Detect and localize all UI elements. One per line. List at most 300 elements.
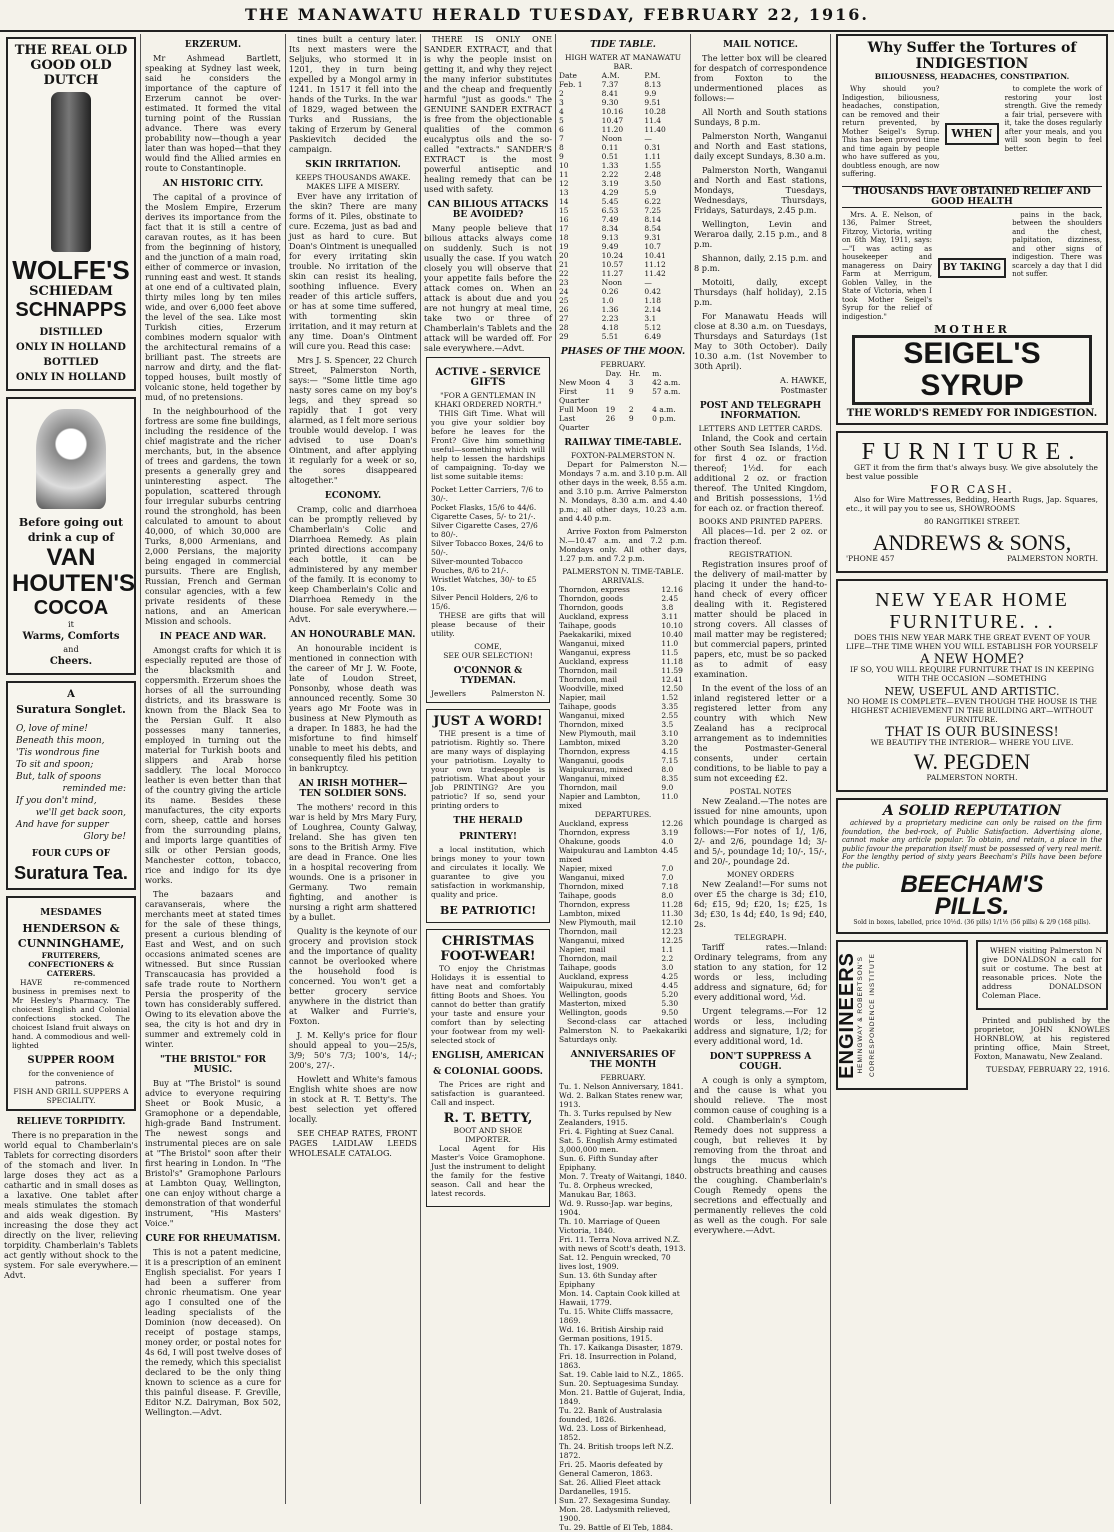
table-subtitle: DEPARTURES. bbox=[594, 810, 652, 819]
table-cell: 10.7 bbox=[644, 242, 662, 251]
list-item: Sat. 26. Allied Fleet attack Dardanelles, 1915. bbox=[559, 1478, 661, 1496]
table-row bbox=[559, 900, 687, 909]
table-cell: 25 bbox=[559, 296, 569, 305]
table-cell: Thorndon, express bbox=[559, 585, 630, 594]
seigel-ad bbox=[836, 34, 1108, 425]
woman-illustration-icon bbox=[36, 409, 106, 509]
table-cell: Waipukurau, mixed bbox=[559, 981, 633, 990]
engineers-ad bbox=[836, 940, 968, 1090]
table-row bbox=[559, 269, 687, 278]
verse-line: O, love of mine! bbox=[16, 724, 88, 734]
table-cell: Ohakune, goods bbox=[559, 837, 621, 846]
table-row bbox=[559, 1008, 687, 1017]
table-row bbox=[559, 188, 687, 197]
article-body: This is not a patent medicine, it is a prescription of an eminent English specialist. For years I had been a sufferer from chronic rheumatism. One year ago I consulted one of the leading specialists of the Dominion (now deceased). On receipt of postage stamps, money order, or postal notes for 4s 6d, I will post twelve doses of the remedy, which this specialist declared to be the only thing known to science as a cure for this painful disease. F. Greville, Editor N.Z. Dairyman, Box 502, Wellington.—Advt. bbox=[145, 1247, 281, 1417]
article-body: The mothers' record in this war is held by Mrs Mary Fury, of Loughrea, County Galway, Ireland. She has given ten sons to the British Army. Five are dead in France. One lies in a hospital recovering from wounds. One is a prisoner in Germany. Two remain fighting, and another is nursing a right arm shattered by a bullet. bbox=[289, 802, 417, 922]
table-cell: 20 bbox=[559, 251, 569, 260]
table-cell: 6 bbox=[559, 125, 564, 134]
table-cell: 10.40 bbox=[661, 630, 683, 639]
list-item: Cigarette Cases, 5/- to 21/-. bbox=[431, 512, 536, 521]
list-item: Wristlet Watches, 30/- to £5 10s. bbox=[431, 575, 537, 593]
table-cell: Wanganui, goods bbox=[559, 756, 624, 765]
ad-line: GOOD OLD bbox=[30, 58, 112, 73]
list-item: Fri. 18. Insurrection in Poland, 1863. bbox=[559, 1352, 677, 1370]
table-row bbox=[559, 89, 687, 98]
table-row bbox=[559, 738, 687, 747]
table-row bbox=[559, 864, 687, 873]
table-row bbox=[559, 107, 687, 116]
ad-line: and bbox=[63, 644, 79, 654]
verse-line: Beneath this moon, bbox=[16, 736, 105, 746]
ad-line: HEMINGWAY & ROBERTSON'S bbox=[857, 956, 864, 1074]
brand-name: HOUTEN'S bbox=[12, 570, 136, 597]
article-body: Palmerston North, Wanganui and North and East stations, Mondays, Tuesdays, Wednesdays, Thursdays, Fridays, Saturdays, 2.45 p.m. bbox=[694, 165, 827, 215]
ad-line: DUTCH bbox=[43, 73, 99, 88]
table-cell: 4.0 bbox=[661, 837, 674, 846]
table-cell: 2 bbox=[628, 405, 634, 414]
table-cell: 6.53 bbox=[601, 206, 619, 215]
business-name: W. PEGDEN bbox=[913, 749, 1031, 774]
article-subtitle: LETTERS AND LETTER CARDS. bbox=[698, 424, 823, 433]
table-row bbox=[559, 224, 687, 233]
table-cell: Thorndon, goods bbox=[559, 594, 624, 603]
article-body: There is no preparation in the world equal to Chamberlain's Tablets for correcting disorders of the stomach and liver. In large doses they act as a cathartic and in small doses as a laxative. One tablet after meals stimulates the stomach and aids weak digestion. By increasing the dose they act directly on the liver, relieving torpidity. Chamberlain's Tablets act gently without shock to the system. For sale everywhere.—Advt. bbox=[4, 1130, 138, 1280]
ad-line: Palmerston N. bbox=[491, 689, 545, 698]
verse-line: And have for supper bbox=[16, 820, 109, 830]
table-cell: Noon bbox=[601, 278, 623, 287]
article-body: Cramp, colic and diarrhoea can be promptly relieved by Chamberlain's Colic and Diarrhoea Remedy. As plain printed directions accompany each bottle, it can be administered by any member of the family. It is economy to keep Chamberlain's Colic and Diarrhoea Remedy in the house. For sale everywhere.—Advt. bbox=[289, 504, 417, 624]
table-row bbox=[559, 630, 687, 639]
table-cell: — bbox=[644, 134, 652, 143]
suratura-ad bbox=[6, 681, 136, 890]
table-cell: 7 bbox=[559, 134, 564, 143]
table-cell: 4 bbox=[559, 107, 564, 116]
product-name: SCHNAPPS bbox=[15, 299, 127, 321]
anniversaries-list bbox=[559, 1082, 687, 1532]
list-item: Sun. 6. Fifth Sunday after Epiphany. bbox=[559, 1154, 658, 1172]
list-item: Tu. 22. Bank of Australasia founded, 1826. bbox=[559, 1406, 663, 1424]
table-cell: 29 bbox=[559, 332, 569, 341]
ad-line: FOUR CUPS OF bbox=[31, 849, 111, 859]
ad-line: Warms, Comforts bbox=[22, 631, 120, 642]
table-row bbox=[559, 387, 687, 405]
table-row bbox=[559, 116, 687, 125]
table-cell: Waipukurau, mixed bbox=[559, 765, 633, 774]
ad-line: THAT IS OUR BUSINESS! bbox=[885, 725, 1059, 740]
table-row bbox=[559, 918, 687, 927]
article-body: Second-class car attached Palmerston N. to Paekakariki Saturdays only. bbox=[559, 1017, 687, 1044]
ad-body: TO enjoy the Christmas Holidays it is essential to have neat and comfortably fitting Boots and Shoes. You cannot do better than gratify your taste and ensure your comfort than by selecting your footwear from my well-selected stock of bbox=[431, 964, 545, 1045]
article-body: J. M. Kelly's price for flour should appeal to you—25/s, 3/9; 50's 7/3; 100's, 14/-; 200's, 27/-. bbox=[289, 1030, 417, 1070]
list-item: Pocket Letter Carriers, 7/6 to 30/-. bbox=[431, 485, 544, 503]
table-cell: 10.57 bbox=[601, 260, 624, 269]
table-row bbox=[559, 152, 687, 161]
ad-title: A SOLID REPUTATION bbox=[882, 803, 1062, 819]
table-cell: 12.16 bbox=[661, 585, 683, 594]
table-cell: 5 bbox=[559, 116, 564, 125]
table-cell: Wanganui, express bbox=[559, 648, 631, 657]
table-subtitle: PALMERSTON N. TIME-TABLE. bbox=[562, 567, 684, 576]
ad-line: drink a cup of bbox=[27, 531, 115, 544]
ad-body: to complete the work of restoring your lost strength. Give the remedy a fair trial, persevere with it, take the doses regularly after your meals, and you will soon begin to feel better. bbox=[1004, 85, 1102, 153]
table-cell: 9.30 bbox=[601, 98, 619, 107]
table-row bbox=[559, 206, 687, 215]
ad-body: GET it from the firm that's always busy. We give absolutely the best value possible bbox=[846, 463, 1098, 481]
signature: A. HAWKE, bbox=[780, 375, 827, 385]
table-cell: Woodville, mixed bbox=[559, 684, 624, 693]
table-cell: 2.23 bbox=[601, 314, 619, 323]
table-cell: Napier, mail bbox=[559, 945, 606, 954]
table-row bbox=[559, 648, 687, 657]
table-row bbox=[559, 296, 687, 305]
table-cell: 4.15 bbox=[661, 747, 679, 756]
product-name: PILLS. bbox=[934, 893, 1010, 920]
ad-line: Jewellers bbox=[431, 689, 466, 698]
article-title: AN HISTORIC CITY. bbox=[162, 179, 264, 189]
list-item: Mon. 28. Ladysmith relieved, 1900. bbox=[559, 1505, 671, 1523]
article-body: Ever have any irritation of the skin? There are many forms of it. Piles, obstinate to cure. Eczema, just as bad and just as hard to cure. But Doan's Ointment is unequalled for every irritating skin trouble. No irritation of the skin can resist its healing, soothing influence. Every reader of this article suffers, or has at some time suffered, with tormenting skin irritation, and it may return at any time. Doan's Ointment will cure you. Read this case: bbox=[289, 191, 417, 351]
list-item: Tu. 8. Orpheus wrecked, Manukau Bar, 1863. bbox=[559, 1181, 653, 1199]
table-cell: 8.54 bbox=[644, 224, 662, 233]
article-body: SEE CHEAP RATES, FRONT PAGES LAIDLAW LEEDS WHOLESALE CATALOG. bbox=[289, 1128, 417, 1158]
article-body: In the neighbourhood of the fortress are some fine buildings, including the residence of the chief magistrate and the richer merchants, but, in the absence of trees and gardens, the town presents a generally grey and uninteresting aspect. The population, scattered through four irregular suburbs centring round the stronghold, has been calculated to amount to about 40,000, of which 30,000 are Turks, 8,000 Armenians, and 2,000 Persians, the majority being engaged in commercial pursuits. There are English, Russian, French and German consular agencies, with a few private residents of these nations, and an American Mission and schools. bbox=[145, 406, 281, 626]
table-cell: 11.5 bbox=[661, 648, 679, 657]
table-cell: 4.18 bbox=[601, 323, 619, 332]
ad-line: ENGLISH, AMERICAN bbox=[431, 1051, 545, 1061]
list-item: Silver-mounted Tobacco Pouches, 8/6 to 21/-. bbox=[431, 557, 523, 575]
article-title: CURE FOR RHEUMATISM. bbox=[145, 1234, 281, 1244]
table-title: RAILWAY TIME-TABLE. bbox=[564, 438, 682, 448]
table-cell: 1.18 bbox=[644, 296, 662, 305]
list-item: Th. 24. British troops left N.Z. 1872. bbox=[559, 1442, 674, 1460]
article-subtitle: KEEPS THOUSANDS AWAKE. bbox=[295, 173, 411, 182]
table-cell: Taihape, goods bbox=[559, 963, 617, 972]
article-body: Buy at "The Bristol" is sound advice to everyone requiring Sheet or Book Music, a Gramophone or a dependable, high-grade Band Instrument. The newest songs and instrumental pieces are on sale at "The Bristol" soon after their first hearing in London. In "The Bristol's" Gramophone Parlours at Lambton Quay, Wellington, one can enjoy without charge a demonstration of that wonderful instrument, "His Masters' Voice." bbox=[145, 1078, 281, 1228]
table-cell: Lambton, mixed bbox=[559, 738, 621, 747]
business-name: ANDREWS & SONS, bbox=[872, 530, 1072, 555]
table-cell: 12.26 bbox=[661, 819, 683, 828]
table-cell: 0.11 bbox=[601, 143, 619, 152]
table-cell: 11 bbox=[559, 170, 569, 179]
table-cell: 1.52 bbox=[661, 693, 679, 702]
ad-body: WE BEAUTIFY THE INTERIOR— WHERE YOU LIVE. bbox=[870, 738, 1074, 747]
table-row bbox=[559, 909, 687, 918]
verse-line: But, talk of spoons bbox=[16, 772, 102, 782]
article-body: Urgent telegrams.—For 12 words or less, including address and signature, 1/2; for every additional word, 1d. bbox=[694, 1006, 827, 1046]
table-row bbox=[559, 693, 687, 702]
table-cell: 5.30 bbox=[661, 999, 679, 1008]
table-row bbox=[559, 621, 687, 630]
table-row bbox=[559, 585, 687, 594]
table-cell: Thorndon, mail bbox=[559, 927, 618, 936]
ad-line: NEW, USEFUL AND ARTISTIC. bbox=[884, 685, 1060, 698]
list-item: Sun. 13. 6th Sunday after Epiphany bbox=[559, 1271, 657, 1289]
article-subtitle: MAKES LIFE A MISERY. bbox=[306, 182, 400, 191]
table-cell: 7.15 bbox=[661, 756, 679, 765]
table-cell: 3.11 bbox=[661, 612, 679, 621]
article-title: IN PEACE AND WAR. bbox=[159, 632, 267, 642]
table-cell: 3.20 bbox=[661, 738, 679, 747]
table-cell: Thorndon, mail bbox=[559, 675, 618, 684]
table-cell: Wellington, goods bbox=[559, 1008, 627, 1017]
ad-body: WHEN visiting Palmerston N give DONALDSON a call for suit or costume. The best at reasonable prices. Note the address DONALDSON Coleman Place. bbox=[982, 946, 1102, 1000]
table-cell: 3.5 bbox=[661, 720, 674, 729]
list-item: Sat. 19. Cable laid to N.Z., 1865. bbox=[559, 1370, 684, 1379]
table-row bbox=[559, 891, 687, 900]
table-cell: Auckland, express bbox=[559, 972, 629, 981]
table-cell: New Plymouth, mail bbox=[559, 729, 636, 738]
list-item: Mon. 7. Treaty of Waitangi, 1840. bbox=[559, 1172, 687, 1181]
table-cell: 19 bbox=[559, 242, 569, 251]
column-4 bbox=[424, 34, 552, 1504]
table-cell: 14 bbox=[559, 197, 569, 206]
table-cell: 27 bbox=[559, 314, 569, 323]
table-subtitle: FEBRUARY. bbox=[600, 360, 646, 369]
table-cell: Thorndon, mixed bbox=[559, 720, 624, 729]
table-cell: 7.0 bbox=[661, 864, 674, 873]
ad-line: Cheers. bbox=[49, 656, 93, 667]
table-cell: Thorndon, mail bbox=[559, 783, 618, 792]
table-row bbox=[559, 657, 687, 666]
table-cell: New Plymouth, mail bbox=[559, 918, 636, 927]
table-cell: Thorndon, express bbox=[559, 828, 630, 837]
table-row bbox=[559, 927, 687, 936]
ad-line: for the convenience of patrons. bbox=[28, 1069, 114, 1087]
imprint: Printed and published by the proprietor, JOHN KNOWLES HORNBLOW, at his registered printing office, Main Street, Foxton, Manawatu, New Zealand. bbox=[974, 1016, 1110, 1061]
table-cell: Wellington, goods bbox=[559, 990, 627, 999]
table-cell: 0.51 bbox=[601, 152, 619, 161]
table-row bbox=[559, 954, 687, 963]
table-cell: 11.20 bbox=[601, 125, 624, 134]
table-cell: Full Moon bbox=[559, 405, 598, 414]
article-body: Quality is the keynote of our grocery and provision stock and the importance of quality cannot be overlooked where the household food is concerned. You won't get a better grocery service anywhere in the district than at Walker and Furrie's, Foxton. bbox=[289, 926, 417, 1026]
article-title: AN HONOURABLE MAN. bbox=[290, 630, 416, 640]
table-cell: 11 bbox=[605, 387, 616, 396]
table-cell: Napier and Lambton, mixed bbox=[559, 792, 641, 810]
table-cell: 4 a.m. bbox=[652, 405, 676, 414]
table-cell: First Quarter bbox=[559, 387, 590, 405]
table-cell: 9.13 bbox=[601, 233, 619, 242]
article-body: Arrive Foxton from Palmerston N.—10.47 a.m. and 7.2 p.m. Mondays only. All other days, 1.27 p.m. and 7.2 p.m. bbox=[559, 527, 687, 563]
ad-line: ONLY IN HOLLAND bbox=[16, 342, 126, 353]
table-row bbox=[559, 179, 687, 188]
table-cell: 12.10 bbox=[661, 918, 683, 927]
column-rule bbox=[140, 34, 141, 1504]
table-cell: 12.23 bbox=[661, 927, 683, 936]
table-cell: 1.1 bbox=[661, 945, 674, 954]
table-cell: 10.28 bbox=[644, 107, 666, 116]
table-cell: 12.25 bbox=[661, 936, 683, 945]
table-subtitle: FOXTON-PALMERSTON N. bbox=[570, 451, 676, 460]
table-row bbox=[559, 972, 687, 981]
table-cell: 1.55 bbox=[644, 161, 662, 170]
table-cell: 9.9 bbox=[644, 89, 657, 98]
column-rule bbox=[555, 34, 556, 1504]
table-cell: 3.1 bbox=[644, 314, 657, 323]
table-header: Date A.M. P.M. bbox=[559, 71, 661, 80]
article-body: For Manawatu Heads will close at 8.30 a.m. on Tuesdays, Thursdays and Saturdays (1st May to 30th October). Daily 10.30 a.m. (1st November to 30th April). bbox=[694, 311, 827, 371]
table-row bbox=[559, 837, 687, 846]
verse-line: we'll get back soon, bbox=[35, 808, 126, 818]
article-body: Wellington, Levin and Weraroa daily, 2.15 p.m., and 8 p.m. bbox=[694, 219, 827, 249]
column-5 bbox=[559, 34, 687, 1532]
table-row bbox=[559, 963, 687, 972]
ad-line: ONLY IN HOLLAND bbox=[16, 372, 126, 383]
table-cell: 1.0 bbox=[601, 296, 614, 305]
list-item: Wd. 16. British Airship raid German positions, 1915. bbox=[559, 1325, 664, 1343]
table-row bbox=[559, 639, 687, 648]
list-item: Tu. 29. Battle of El Teb, 1884. bbox=[559, 1523, 673, 1532]
article-title: "THE BRISTOL" FOR MUSIC. bbox=[159, 1055, 267, 1075]
table-cell: 4.29 bbox=[601, 188, 619, 197]
ad-line: "FOR A GENTLEMAN IN KHAKI ORDERED NORTH." bbox=[434, 391, 542, 409]
table-cell: Auckland, express bbox=[559, 612, 629, 621]
table-row bbox=[559, 666, 687, 675]
table-row bbox=[559, 783, 687, 792]
ad-line: Sold in boxes, labelled, price 10½d. (36 pills) 1/1½ (56 pills) & 2/9 (168 pills). bbox=[853, 919, 1091, 926]
article-subtitle: REGISTRATION. bbox=[728, 550, 793, 559]
article-body: tines built a century later. Its next masters were the Seljuks, who stormed it in 1201, they in turn being expelled by a Mongol army in 1241. In 1517 it fell into the hands of the Turks. In the war of 1829, waged between the Turks and Russians, the taking of Erzerum by General Paskievitch decided the campaign. bbox=[289, 34, 417, 154]
table-row bbox=[559, 215, 687, 224]
article-body: Shannon, daily, 2.15 p.m. and 8 p.m. bbox=[694, 253, 827, 273]
table-cell: 10.10 bbox=[661, 621, 683, 630]
article-title: CAN BILIOUS ATTACKS BE AVOIDED? bbox=[427, 200, 549, 220]
table-subtitle: FEBRUARY. bbox=[600, 1073, 646, 1082]
table-cell: 6.22 bbox=[644, 197, 662, 206]
brand-name: VAN bbox=[46, 544, 96, 571]
column-rule bbox=[420, 34, 421, 1504]
table-cell: 12 bbox=[559, 179, 569, 188]
column-3 bbox=[289, 34, 417, 1504]
ad-line: SUPPER ROOM bbox=[27, 1055, 115, 1066]
ad-body: NO HOME IS COMPLETE—EVEN THOUGH THE HOUSE IS THE HIGHEST ACHIEVEMENT IN THE BUILDING ART—WITHOUT FURNITURE. bbox=[846, 697, 1097, 724]
article-body: Many people believe that bilious attacks always come on suddenly. Such is not usually the case. If you watch closely you will observe that your appetite fails before the attack comes on. When an attack is about due and you are not hungry at meal time, take two or three of Chamberlain's Tablets and the attack will be warded off. For sale everywhere.—Advt. bbox=[424, 223, 552, 353]
table-row bbox=[559, 98, 687, 107]
list-item: Th. 3. Turks repulsed by New Zealanders, 1915. bbox=[559, 1109, 672, 1127]
table-cell: Thorndon, mail bbox=[559, 666, 618, 675]
table-cell: 9.0 bbox=[661, 783, 674, 792]
table-row bbox=[559, 675, 687, 684]
table-cell: 19 bbox=[605, 405, 616, 414]
ad-body: a local institution, which brings money to your town and circulates it locally. We guarantee to give you satisfaction in workmanship, quality and price. bbox=[431, 845, 545, 899]
ad-body: Also for Wire Mattresses, Bedding, Hearth Rugs, Jap. Squares, etc., it will pay you to see us, SHOWROOMS bbox=[846, 495, 1098, 513]
table-cell: — bbox=[644, 278, 652, 287]
table-cell: 3.19 bbox=[601, 179, 619, 188]
table-row bbox=[559, 765, 687, 774]
business-name: THE HERALD bbox=[453, 816, 523, 826]
table-cell: 7.0 bbox=[661, 873, 674, 882]
ad-title: ENGINEERS bbox=[836, 951, 858, 1079]
article-title: RELIEVE TORPIDITY. bbox=[16, 1117, 126, 1127]
ad-line: FRUITERERS, CONFECTIONERS & CATERERS. bbox=[28, 951, 114, 978]
list-item: Mon. 14. Captain Cook killed at Hawaii, 1779. bbox=[559, 1289, 680, 1307]
table-row bbox=[559, 828, 687, 837]
list-item: Mon. 21. Battle of Gujerat, India, 1849. bbox=[559, 1388, 686, 1406]
table-cell: 28 bbox=[559, 323, 569, 332]
table-cell: 21 bbox=[559, 260, 569, 269]
ad-line: 80 RANGITIKEI STREET. bbox=[924, 517, 1020, 526]
table-row bbox=[559, 603, 687, 612]
ad-title: NEW YEAR HOME bbox=[875, 589, 1069, 611]
table-cell: 22 bbox=[559, 269, 569, 278]
table-cell: Wanganui, mixed bbox=[559, 639, 625, 648]
table-cell: 8.14 bbox=[644, 215, 662, 224]
table-cell: 16 bbox=[559, 215, 569, 224]
table-cell: 24 bbox=[559, 287, 569, 296]
article-title: POST AND TELEGRAPH INFORMATION. bbox=[699, 401, 822, 421]
article-title: DON'T SUPPRESS A COUGH. bbox=[709, 1052, 812, 1072]
wolfe-ad bbox=[6, 37, 136, 391]
active-service-ad bbox=[426, 357, 550, 703]
table-cell: 18 bbox=[559, 233, 569, 242]
ad-line: CORRESPONDENCE INSTITUTE bbox=[869, 952, 876, 1078]
table-cell: 8.0 bbox=[661, 891, 674, 900]
table-row bbox=[559, 819, 687, 828]
article-title: MAIL NOTICE. bbox=[723, 40, 798, 50]
table-cell: 11.18 bbox=[661, 657, 683, 666]
table-row bbox=[559, 170, 687, 179]
table-cell: 9.31 bbox=[644, 233, 662, 242]
table-cell: 2.55 bbox=[661, 711, 679, 720]
list-item: Fri. 11. Terra Nova arrived N.Z. with news of Scott's death, 1913. bbox=[559, 1235, 686, 1253]
table-row bbox=[559, 233, 687, 242]
table-cell: 7.37 bbox=[601, 80, 619, 89]
table-row bbox=[559, 945, 687, 954]
table-row bbox=[559, 323, 687, 332]
business-name: HENDERSON & bbox=[22, 922, 120, 935]
table-cell: 0 p.m. bbox=[652, 414, 676, 423]
table-cell: 10.47 bbox=[601, 116, 624, 125]
ad-title: Suratura Songlet. bbox=[16, 703, 126, 716]
ad-line: BY TAKING bbox=[938, 258, 1006, 278]
table-row bbox=[559, 197, 687, 206]
list-item: Tu. 1. Nelson Anniversary, 1841. bbox=[559, 1082, 684, 1091]
list-item: Pocket Flasks, 15/6 to 44/6. bbox=[431, 503, 537, 512]
article-body: The capital of a province of the Moslem Empire, Erzerum derives its importance from the fact that it is still a centre of caravan routes, as it has been from the beginning of history, and the junction of a main road, either of commerce or invasion, running east and west. It stands at one end of a cultivated plain, thirty miles long by ten miles wide, and over 6,000 feet above the level of the sea. Like most Turkish cities, Erzerum combines modern squalor with the architectural remains of a brilliant past. The streets are narrow and dirty, and the flat-topped houses, built mostly of volcanic stone, held together by mud, of no pretensions. bbox=[145, 192, 281, 402]
table-cell: 3.50 bbox=[644, 179, 662, 188]
table-row bbox=[559, 747, 687, 756]
ad-line: Before going out bbox=[18, 516, 124, 529]
table-title: ANNIVERSARIES OF THE MONTH bbox=[570, 1050, 676, 1070]
table-cell: Last Quarter bbox=[559, 414, 590, 432]
tide-table bbox=[559, 80, 687, 341]
verse-line: reminded me: bbox=[62, 784, 126, 794]
table-cell: Taihape, goods bbox=[559, 702, 617, 711]
table-cell: 42 a.m. bbox=[652, 378, 681, 387]
table-cell: 26 bbox=[559, 305, 569, 314]
table-cell: 3 bbox=[559, 98, 564, 107]
table-row bbox=[559, 720, 687, 729]
table-cell: Waipukurau and Lambton mixed bbox=[559, 846, 658, 864]
table-cell: 3.35 bbox=[661, 702, 679, 711]
table-cell: 4 bbox=[605, 378, 611, 387]
table-row bbox=[559, 405, 687, 414]
list-item: Silver Pencil Holders, 2/6 to 15/6. bbox=[431, 593, 538, 611]
business-name: PRINTERY! bbox=[459, 832, 517, 842]
business-name: R. T. BETTY, bbox=[443, 1111, 533, 1126]
table-row bbox=[559, 260, 687, 269]
list-item: Wd. 9. Russo-Jap. war begins, 1904. bbox=[559, 1199, 673, 1217]
table-row bbox=[559, 143, 687, 152]
ad-title: FURNITURE. . . bbox=[889, 611, 1055, 633]
betty-footwear-ad bbox=[426, 929, 550, 1207]
article-body: An honourable incident is mentioned in connection with the career of Mr J. W. Foote, late of Loudon Street, Ponsonby, whose death was announced recently. Some 30 years ago Mr Foote was in business at New Plymouth as a draper. In 1883, he had the misfortune to find himself unable to meet his debts, and consequently filed his petition in bankruptcy. bbox=[289, 643, 417, 773]
table-cell: Thorndon, express bbox=[559, 747, 630, 756]
article-subtitle: TELEGRAPH. bbox=[734, 933, 787, 942]
list-item: Wd. 2. Balkan States renew war, 1913. bbox=[559, 1091, 683, 1109]
table-cell: Feb. 1 bbox=[559, 80, 583, 89]
article-body: THERE IS ONLY ONE SANDER EXTRACT, and that is why the people insist on getting it, and why they reject the many inferior substitutes and the cheap and frequently harmful "just as goods." The GENUINE SANDER EXTRACT is free from the objectionable qualities of the common eucalyptus oils and the so-called "extracts." SANDER'S EXTRACT is the most powerful antiseptic and healing remedy that can be used with safety. bbox=[424, 34, 552, 194]
